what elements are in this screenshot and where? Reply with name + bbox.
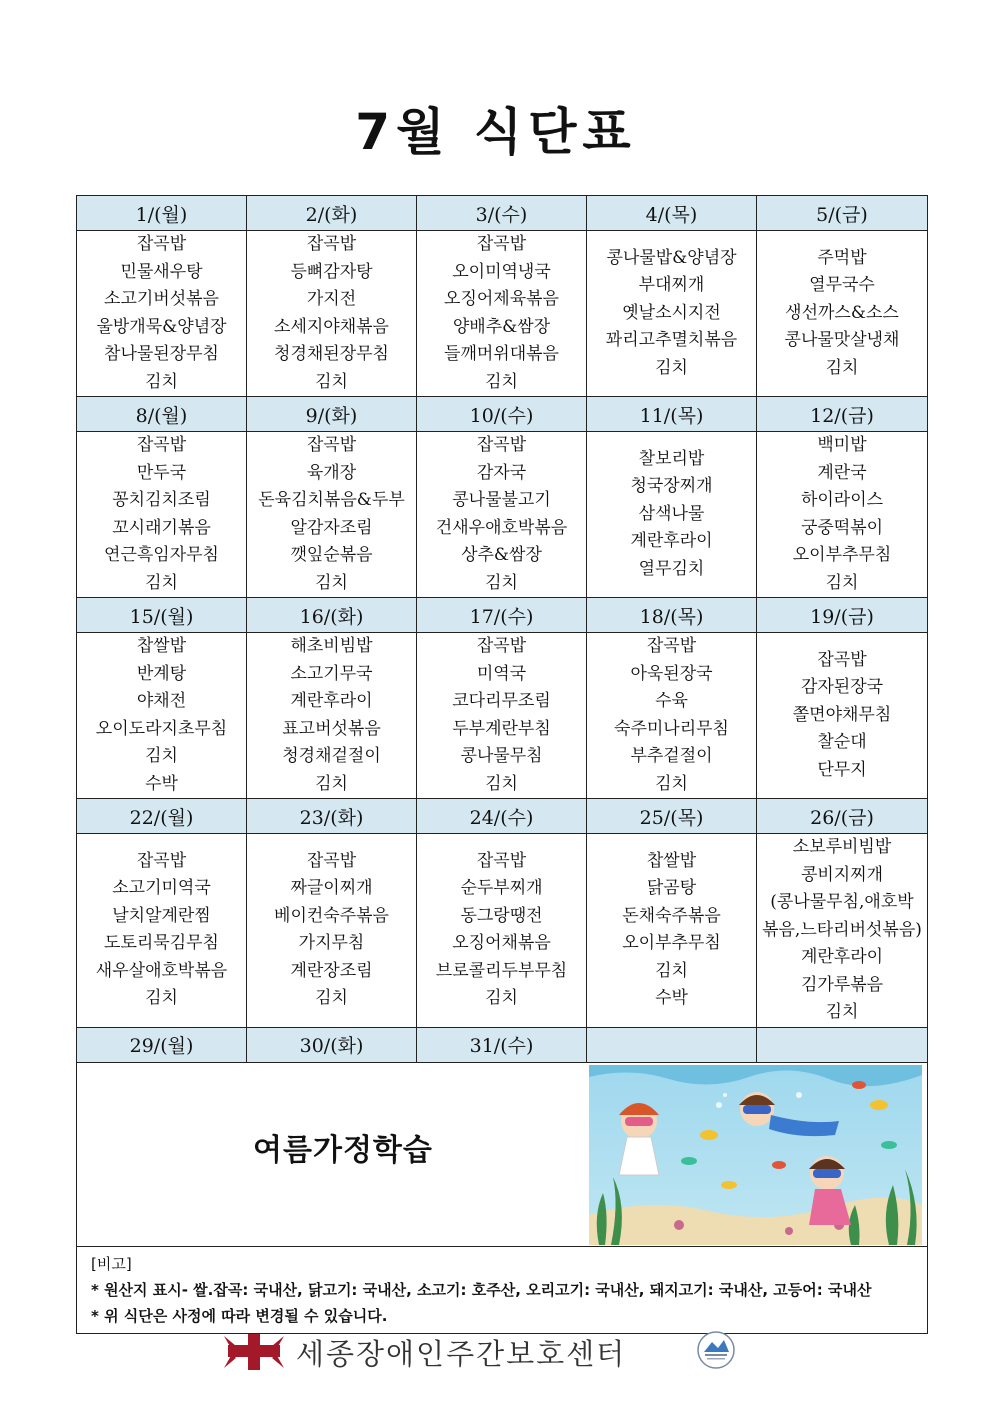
day-menu-cell xyxy=(77,834,247,1028)
menu-item: 잡곡밥 xyxy=(817,649,867,670)
vacation-row xyxy=(77,1062,928,1246)
menu-item: 청국장찌개 xyxy=(630,476,713,497)
menu-item: 오이부추무침 xyxy=(792,545,892,565)
menu-item: 열무김치 xyxy=(638,558,705,579)
menu-item: 김가루볶음 xyxy=(800,974,884,995)
menu-item: 두부계란부침 xyxy=(452,718,551,739)
menu-item: 오이부추무침 xyxy=(622,933,721,954)
page-title: 7월 식단표 xyxy=(355,103,637,161)
menu-item: 미역국 xyxy=(476,663,527,684)
menu-item: 볶음,느타리버섯볶음) xyxy=(762,919,922,940)
menu-item: 소고기버섯볶음 xyxy=(104,289,219,309)
menu-item: 오이미역냉국 xyxy=(452,261,551,282)
week-menu-row xyxy=(77,432,928,598)
menu-item: 잡곡밥 xyxy=(306,435,357,455)
menu-item: 소고기무국 xyxy=(290,663,373,684)
week-header-row xyxy=(77,799,928,834)
menu-item: 주먹밥 xyxy=(817,247,867,268)
day-label: 16/(화) xyxy=(247,598,417,633)
menu-item: 상추&쌈장 xyxy=(461,545,542,565)
menu-item: 야채전 xyxy=(136,691,187,711)
menu-item: 김치 xyxy=(145,572,178,593)
menu-item: 김치 xyxy=(485,371,518,392)
menu-item: 등뼈감자탕 xyxy=(290,261,373,282)
menu-item: 계란후라이 xyxy=(800,947,884,967)
day-menu-cell xyxy=(77,432,247,598)
notes-heading: [비고] xyxy=(91,1254,132,1273)
menu-item: 참나물된장무침 xyxy=(104,344,219,364)
menu-item: 청경채된장무침 xyxy=(274,344,389,364)
menu-item: 코다리무조림 xyxy=(452,691,551,711)
menu-item: 수박 xyxy=(145,773,178,794)
menu-item: 건새우애호박볶음 xyxy=(435,517,568,538)
day-label: 3/(수) xyxy=(417,196,587,231)
day-label: 25/(목) xyxy=(587,799,757,834)
center-emblem-seal-icon xyxy=(696,1330,736,1370)
menu-item: 순두부찌개 xyxy=(460,878,543,899)
menu-item: 연근흑임자무침 xyxy=(104,545,219,565)
menu-item: 짜글이찌개 xyxy=(290,878,373,899)
day-menu-cell xyxy=(247,633,417,799)
menu-item: 육개장 xyxy=(306,462,357,483)
day-label: 19/(금) xyxy=(757,598,928,633)
menu-item: 소보루비빔밥 xyxy=(792,837,892,857)
menu-item: 동그랑땡전 xyxy=(460,905,543,926)
menu-item: 소세지야채볶음 xyxy=(274,316,389,337)
day-label: 4/(목) xyxy=(587,196,757,231)
day-menu-cell xyxy=(417,231,587,397)
menu-item: 돈채숙주볶음 xyxy=(622,905,721,926)
day-menu-cell xyxy=(247,432,417,598)
week-header-row xyxy=(77,397,928,432)
menu-item: 민물새우탕 xyxy=(120,261,203,282)
menu-item: 표고버섯볶음 xyxy=(282,718,381,739)
day-menu-cell xyxy=(757,432,928,598)
day-label: 23/(화) xyxy=(247,799,417,834)
menu-item: 꽈리고추멸치볶음 xyxy=(605,330,738,351)
day-menu-cell xyxy=(587,231,757,397)
menu-item: 들깨머위대볶음 xyxy=(444,344,559,364)
day-label: 11/(목) xyxy=(587,397,757,432)
caritas-cross-logo-icon xyxy=(222,1332,286,1372)
vacation-label: 여름가정학습 xyxy=(253,1132,433,1168)
day-label: 18/(목) xyxy=(587,598,757,633)
day-menu-cell xyxy=(587,834,757,1028)
menu-item: 계란국 xyxy=(817,462,867,483)
menu-item: 잡곡밥 xyxy=(306,850,357,871)
menu-item: (콩나물무침,애호박 xyxy=(770,892,914,912)
menu-item: 알감자조림 xyxy=(290,517,373,538)
day-label: 31/(수) xyxy=(417,1027,587,1062)
menu-item: 김치 xyxy=(315,572,348,593)
menu-item: 콩나물무침 xyxy=(460,746,543,766)
menu-item: 김치 xyxy=(655,357,688,378)
menu-item: 청경채겉절이 xyxy=(282,746,381,766)
menu-item: 김치 xyxy=(485,572,518,593)
notes-cell xyxy=(77,1246,928,1333)
menu-item: 김치 xyxy=(145,746,178,766)
menu-item: 잡곡밥 xyxy=(136,435,187,455)
menu-item: 오징어제육볶음 xyxy=(444,289,559,309)
day-label: 12/(금) xyxy=(757,397,928,432)
footer xyxy=(222,1330,762,1372)
menu-item: 감자국 xyxy=(476,462,527,483)
day-label: 17/(수) xyxy=(417,598,587,633)
notes-row xyxy=(77,1246,928,1333)
menu-item: 감자된장국 xyxy=(800,677,884,698)
menu-item: 김치 xyxy=(145,371,178,392)
menu-item: 해초비빔밥 xyxy=(290,636,373,656)
menu-item: 김치 xyxy=(825,357,859,378)
menu-item: 잡곡밥 xyxy=(136,234,187,254)
menu-item: 계란후라이 xyxy=(290,691,373,711)
children-snorkeling-illustration-icon xyxy=(589,1065,922,1245)
day-label: 2/(화) xyxy=(247,196,417,231)
week-header-row xyxy=(77,1027,928,1062)
menu-item: 궁중떡볶이 xyxy=(800,517,884,538)
menu-item: 수육 xyxy=(655,691,688,711)
menu-item: 김치 xyxy=(315,371,348,392)
menu-item: 숙주미나리무침 xyxy=(614,718,729,739)
menu-item: 김치 xyxy=(315,773,348,794)
menu-item: 김치 xyxy=(825,1002,859,1022)
day-menu-cell xyxy=(417,834,587,1028)
menu-item: 하이라이스 xyxy=(800,490,884,510)
menu-item: 계란후라이 xyxy=(630,531,713,552)
menu-item: 김치 xyxy=(315,988,348,1009)
menu-item: 돈육김치볶음&두부 xyxy=(258,490,405,510)
origin-note: * 원산지 표시- 쌀.잡곡: 국내산, 닭고기: 국내산, 소고기: 호주산, 오리고기: 국내산, 돼지고기: 국내산, 고등어: 국내산 xyxy=(91,1280,872,1299)
menu-item: 콩나물불고기 xyxy=(452,490,551,510)
menu-item: 잡곡밥 xyxy=(476,636,527,656)
day-label: 8/(월) xyxy=(77,397,247,432)
week-menu-row xyxy=(77,633,928,799)
menu-item: 아욱된장국 xyxy=(630,663,713,684)
menu-item: 쫄면야채무침 xyxy=(792,704,892,725)
menu-item: 찰순대 xyxy=(817,732,867,753)
day-label: 26/(금) xyxy=(757,799,928,834)
day-label: 5/(금) xyxy=(757,196,928,231)
day-label: 24/(수) xyxy=(417,799,587,834)
menu-item: 잡곡밥 xyxy=(476,234,527,254)
menu-item: 브로콜리두부무침 xyxy=(435,960,568,981)
menu-item: 날치알계란찜 xyxy=(112,905,211,926)
change-note: * 위 식단은 사정에 따라 변경될 수 있습니다. xyxy=(91,1306,388,1325)
menu-item: 잡곡밥 xyxy=(476,850,527,871)
menu-item: 깻잎순볶음 xyxy=(290,545,373,565)
menu-item: 베이컨숙주볶음 xyxy=(274,905,389,926)
menu-item: 도토리묵김무침 xyxy=(104,933,219,954)
day-menu-cell xyxy=(247,834,417,1028)
menu-item: 잡곡밥 xyxy=(306,234,357,254)
menu-item: 김치 xyxy=(145,988,178,1009)
day-menu-cell xyxy=(757,834,928,1028)
menu-item: 수박 xyxy=(655,988,688,1009)
day-label xyxy=(587,1027,757,1062)
day-menu-cell xyxy=(587,432,757,598)
menu-item: 가지무침 xyxy=(298,933,365,954)
menu-item: 김치 xyxy=(655,773,688,794)
week-menu-row xyxy=(77,231,928,397)
menu-item: 김치 xyxy=(825,572,859,593)
week-menu-row xyxy=(77,834,928,1028)
menu-item: 닭곰탕 xyxy=(646,878,697,899)
day-menu-cell xyxy=(417,432,587,598)
day-label: 1/(월) xyxy=(77,196,247,231)
menu-item: 생선까스&소스 xyxy=(785,302,899,323)
day-menu-cell xyxy=(587,633,757,799)
menu-item: 반계탕 xyxy=(136,663,187,684)
day-label: 22/(월) xyxy=(77,799,247,834)
menu-item: 오이도라지초무침 xyxy=(95,718,228,739)
menu-item: 부대찌개 xyxy=(638,275,705,296)
menu-item: 부추겉절이 xyxy=(630,746,713,766)
menu-item: 오징어채볶음 xyxy=(452,933,551,954)
menu-item: 새우살애호박볶음 xyxy=(95,960,228,981)
menu-item: 백미밥 xyxy=(817,435,867,455)
day-label: 29/(월) xyxy=(77,1027,247,1062)
menu-item: 잡곡밥 xyxy=(646,636,697,656)
menu-item: 콩나물맛살냉채 xyxy=(784,330,900,351)
menu-item: 잡곡밥 xyxy=(476,435,527,455)
menu-item: 삼색나물 xyxy=(638,503,705,524)
week-header-row xyxy=(77,196,928,231)
week-header-row xyxy=(77,598,928,633)
menu-item: 김치 xyxy=(655,960,688,981)
menu-item: 잡곡밥 xyxy=(136,850,187,871)
day-label: 9/(화) xyxy=(247,397,417,432)
menu-item: 김치 xyxy=(485,773,518,794)
day-label: 10/(수) xyxy=(417,397,587,432)
day-menu-cell xyxy=(247,231,417,397)
organization-name: 세종장애인주간보호센터 xyxy=(296,1337,627,1371)
menu-item: 가지전 xyxy=(306,289,357,309)
day-menu-cell xyxy=(417,633,587,799)
day-menu-cell xyxy=(757,231,928,397)
day-menu-cell xyxy=(757,633,928,799)
menu-item: 단무지 xyxy=(817,759,867,780)
menu-table xyxy=(76,195,928,1334)
vacation-cell xyxy=(77,1062,928,1246)
menu-item: 찹쌀밥 xyxy=(136,636,187,656)
menu-item: 만두국 xyxy=(136,462,187,483)
menu-item: 양배추&쌈장 xyxy=(452,316,551,337)
menu-item: 찹쌀밥 xyxy=(646,850,697,871)
menu-item: 울방개묵&양념장 xyxy=(96,316,227,337)
menu-item: 콩나물밥&양념장 xyxy=(606,247,737,268)
menu-item: 열무국수 xyxy=(809,275,875,296)
menu-item: 옛날소시지전 xyxy=(622,302,721,323)
menu-item: 꼬시래기볶음 xyxy=(112,517,211,538)
menu-item: 김치 xyxy=(485,988,518,1009)
day-label: 30/(화) xyxy=(247,1027,417,1062)
menu-item: 콩비지찌개 xyxy=(800,864,884,885)
menu-item: 찰보리밥 xyxy=(638,448,705,469)
menu-item: 소고기미역국 xyxy=(112,878,211,899)
menu-item: 계란장조림 xyxy=(290,960,373,981)
day-menu-cell xyxy=(77,231,247,397)
day-menu-cell xyxy=(77,633,247,799)
day-label: 15/(월) xyxy=(77,598,247,633)
day-label xyxy=(757,1027,928,1062)
menu-item: 꽁치김치조림 xyxy=(112,490,211,510)
